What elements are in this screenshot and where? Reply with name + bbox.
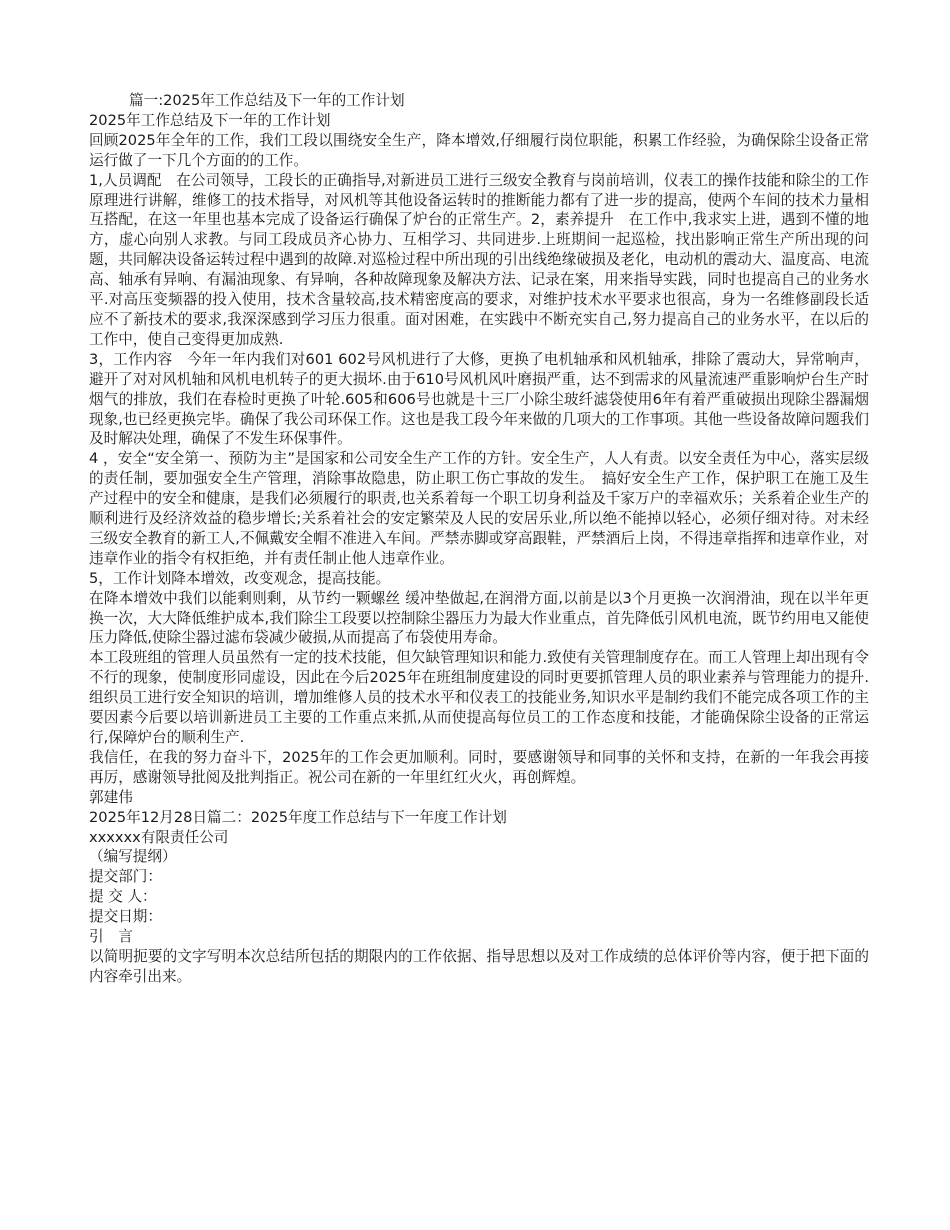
paragraph-cost-saving: 在降本增效中我们以能剩则剩，从节约一颗螺丝 缓冲垫做起,在润滑方面,以前是以3个月更换一次润滑油，现在以半年更换一次，大大降低维护成本,我们除尘工段要以控制除尘器压力为最大作业重点，首先降低引风机电流，既节约用电又能使压力降低,使除尘器过滤布袋减少破损,从而提高了布袋使用寿命。 bbox=[89, 589, 869, 647]
submit-date: 提交日期： bbox=[89, 908, 162, 926]
introduction-text: 以简明扼要的文字写明本次总结所包括的期限内的工作依据、指导思想以及对工作成绩的总体评价等内容，便于把下面的内容牵引出来。 bbox=[89, 947, 869, 985]
paragraph-staffing: 1,人员调配 在公司领导，工段长的正确指导,对新进员工进行三级安全教育与岗前培训，仪表工的操作技能和除尘的工作原理进行讲解，维修工的技术指导，对风机等其他设备运转时的推断能力都有了进一步的提高，使两个车间的技术力量相互搭配，在这一年里也基本完成了设备运行确保了炉台的正常生产。2，素养提升 在工作中,我求实上进，遇到不懂的地方，虚心向别人求教。与同工段成员齐心协力、互相学习、共同进步.上班期间一起巡检，找出影响正常生产所出现的问题，共同解决设备运转过程中遇到的故障.对巡检过程中所出现的引出线绝缘破损及老化，电动机的震动大、温度高、电流高、轴承有异响、有漏油现象、有异响，各种故障现象及解决方法、记录在案，用来指导实践，同时也提高自己的业务水平.对高压变频器的投入使用，技术含量较高,技术精密度高的要求，对维护技术水平要求也很高，身为一名维修副段长适应不了新技术的要求,我深深感到学习压力很重。面对困难，在实践中不断充实自己,努力提高自己的业务水平，在以后的工作中，使自己变得更加成熟. bbox=[89, 171, 869, 348]
paragraph-safety: 4 ，安全“安全第一、预防为主”是国家和公司安全生产工作的方针。安全生产，人人有责。以安全责任为中心，落实层级的责任制，要加强安全生产管理，消除事故隐患，防止职工伤亡事故的发生。 搞好安全生产工作，保护职工在施工及生产过程中的安全和健康，是我们必须履行的职责,也关系着每一个职工切身利益及千家万户的幸福欢乐；关系着企业生产的顺利进行及经济效益的稳步增长;关系着社会的安定繁荣及人民的安居乐业,所以绝不能掉以轻心，必须仔细对待。对未经三级安全教育的新工人,不佩戴安全帽不准进入车间。严禁赤脚或穿高跟鞋，严禁酒后上岗，不得违章指挥和违章作业，对违章作业的指令有权拒绝，并有责任制止他人违章作业。 bbox=[89, 450, 869, 567]
introduction-heading: 引 言 bbox=[89, 928, 133, 946]
paragraph-work-content: 3，工作内容 今年一年内我们对601 602号风机进行了大修，更换了电机轴承和风机轴承，排除了震动大，异常响声，避开了对对风机轴和风机电机转子的更大损坏.由于610号风机风叶磨损严重，达不到需求的风量流速严重影响炉台生产时烟气的排放，我们在春检时更换了叶轮.605和606号也就是十三厂小除尘玻纤滤袋使用6年有着严重破损出现除尘器漏烟现象,也已经更换完毕。确保了我公司环保工作。这也是我工段今年来做的几项大的工作事项。其他一些设备故障问题我们及时解决处理，确保了不发生环保事件。 bbox=[89, 350, 869, 448]
paragraph-management: 本工段班组的管理人员虽然有一定的技术技能，但欠缺管理知识和能力.致使有关管理制度存在。而工人管理上却出现有令不行的现象，使制度形同虚设，因此在今后2025年在班组制度建设的同时更要抓管理人员的职业素养与管理能力的提升.组织员工进行安全知识的培训，增加维修人员的技术水平和仪表工的技能业务,知识水平是制约我们不能完成各项工作的主要因素今后要以培训新进员工主要的工作重点来抓,从而使提高每位员工的工作态度和技能，才能确保除尘设备的正常运行,保障炉台的顺利生产. bbox=[89, 649, 869, 746]
author-name: 郭建伟 bbox=[89, 788, 133, 806]
paragraph-review: 回顾2025年全年的工作，我们工段以围绕安全生产，降本增效,仔细履行岗位职能，积累工作经验，为确保除尘设备正常运行做了一下几个方面的的工作。 bbox=[89, 131, 869, 169]
paragraph-plan-title: 5，工作计划降本增效，改变观念，提高技能。 bbox=[89, 569, 391, 587]
company-name: xxxxxx有限责任公司 bbox=[89, 828, 229, 846]
date-and-part-two-title: 2025年12月28日篇二：2025年度工作总结与下一年度工作计划 bbox=[89, 808, 507, 826]
paragraph-closing: 我信任，在我的努力奋斗下，2025年的工作会更加顺利。同时，要感谢领导和同事的关怀和支持，在新的一年我会再接再厉，感谢领导批阅及批判指正。祝公司在新的一年里红红火火，再创辉煌。 bbox=[89, 748, 869, 786]
document-body bbox=[89, 91, 869, 987]
document-heading: 篇一:2025年工作总结及下一年的工作计划 bbox=[129, 92, 405, 109]
document-subheading: 2025年工作总结及下一年的工作计划 bbox=[89, 111, 331, 129]
submitter: 提 交 人： bbox=[89, 888, 157, 906]
submit-department: 提交部门： bbox=[89, 868, 162, 886]
outline-note: （编写提纲） bbox=[89, 848, 177, 866]
